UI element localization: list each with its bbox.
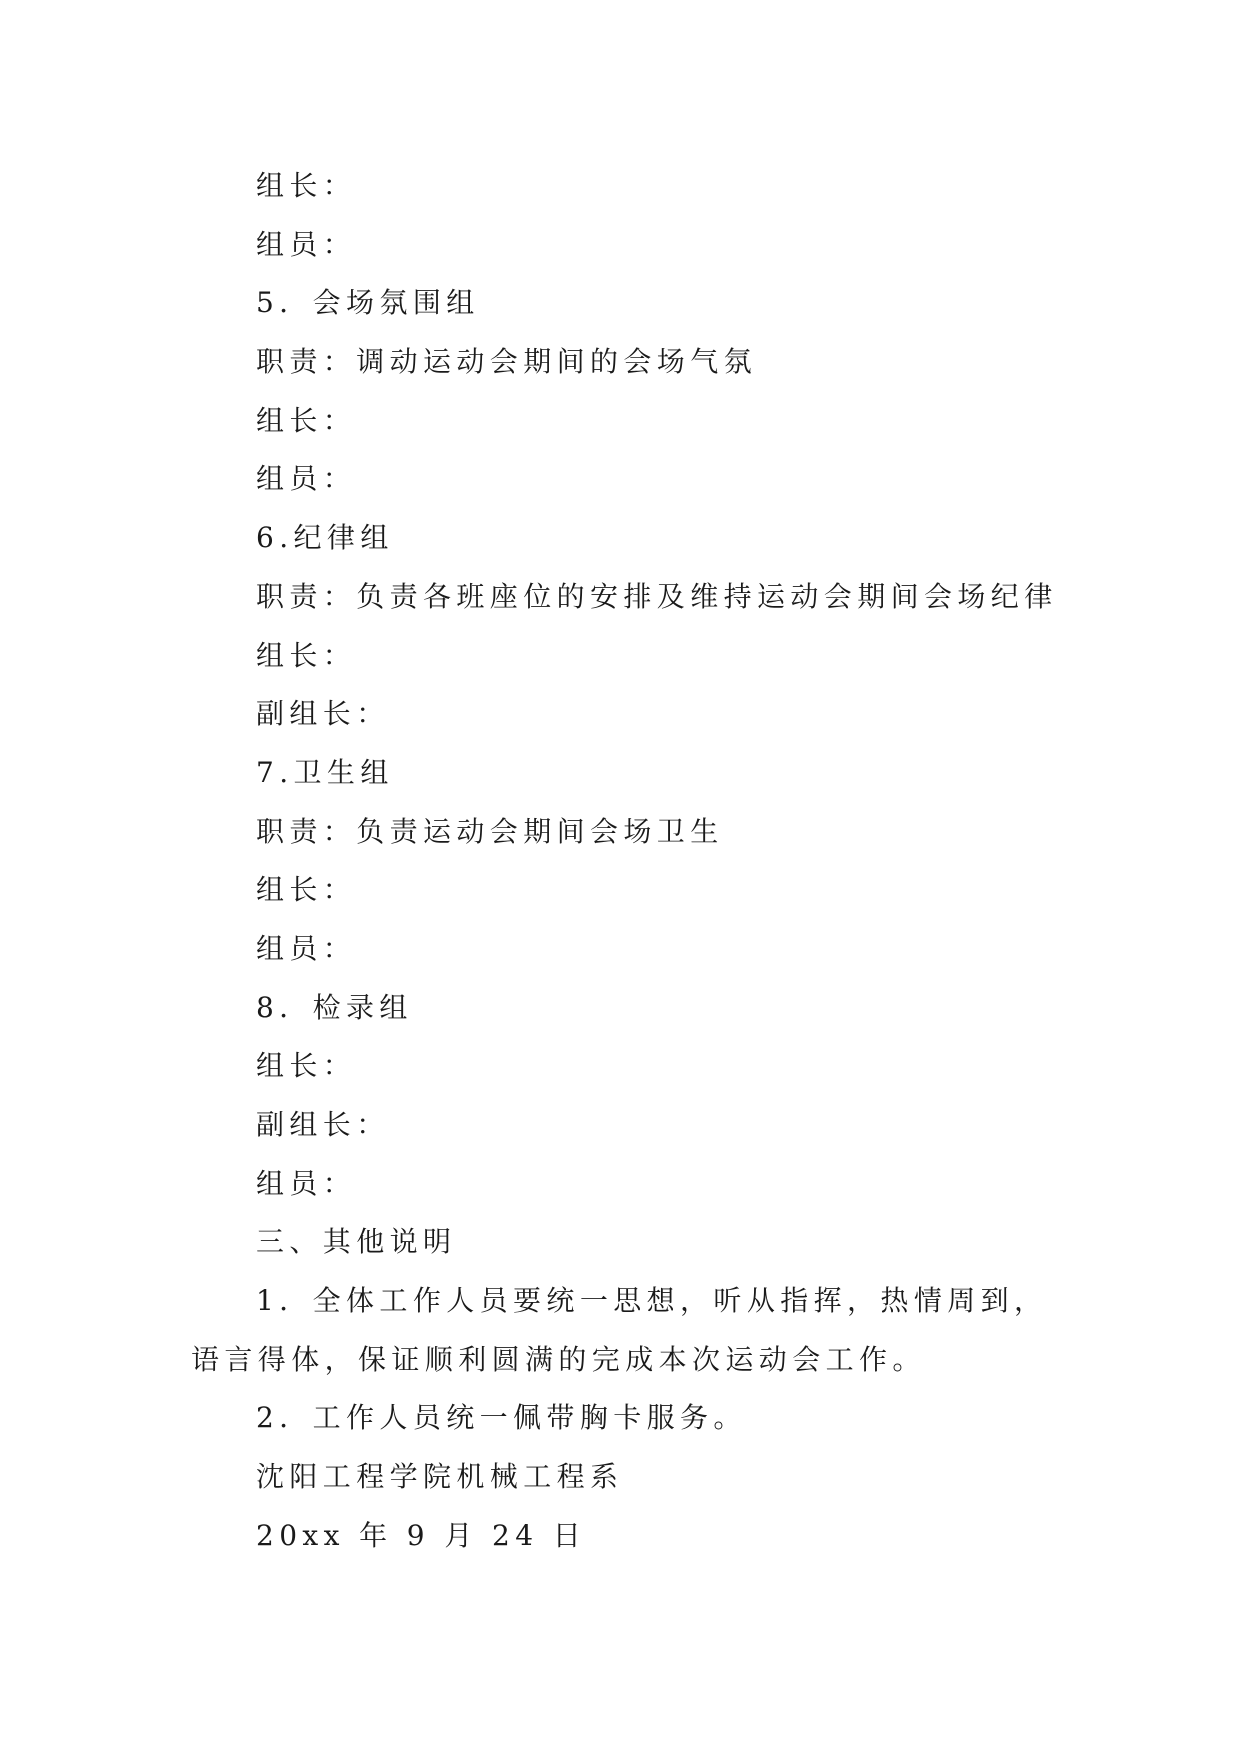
group-member-line: 组员： — [256, 931, 357, 965]
group-member-line: 组员： — [256, 1166, 357, 1200]
group-hygiene — [191, 744, 1071, 979]
group-leader-line: 组长： — [256, 638, 357, 672]
note-item: 1．全体工作人员要统一思想，听从指挥，热情周到，语言得体，保证顺利圆满的完成本次运动会工作。 — [191, 1284, 1048, 1376]
group-heading: 5．会场氛围组 — [256, 286, 480, 320]
group-leader-line: 组长： — [256, 873, 357, 907]
group-heading: 6.纪律组 — [256, 521, 394, 555]
group-check-in — [191, 979, 1071, 1214]
group-duty: 职责：负责各班座位的安排及维持运动会期间会场纪律 — [256, 579, 1058, 613]
note-item: 2．工作人员统一佩带胸卡服务。 — [256, 1401, 747, 1435]
group-member-line: 组员： — [256, 462, 357, 496]
group-leader-line: 组长： — [256, 1049, 357, 1083]
section-heading: 三、其他说明 — [256, 1225, 457, 1259]
group-heading: 8．检录组 — [256, 990, 413, 1024]
signature-organization: 沈阳工程学院机械工程系 — [256, 1460, 624, 1494]
group-leader-line: 组长： — [256, 169, 357, 202]
group-deputy-leader-line: 副组长： — [256, 1108, 390, 1141]
signature-date: 20xx 年 9 月 24 日 — [256, 1518, 587, 1552]
group-discipline — [191, 509, 1071, 744]
group-duty: 职责：调动运动会期间的会场气氛 — [256, 345, 758, 379]
other-notes-section — [191, 1213, 1071, 1448]
document-body — [191, 157, 1071, 1566]
group-member-line: 组员： — [256, 227, 357, 261]
group-leader-line: 组长： — [256, 403, 357, 437]
group-atmosphere — [191, 274, 1071, 509]
group-deputy-leader-line: 副组长： — [256, 697, 390, 731]
group-heading: 7.卫生组 — [256, 755, 394, 789]
group-duty: 职责：负责运动会期间会场卫生 — [256, 814, 724, 848]
signature-block — [191, 1448, 1071, 1565]
